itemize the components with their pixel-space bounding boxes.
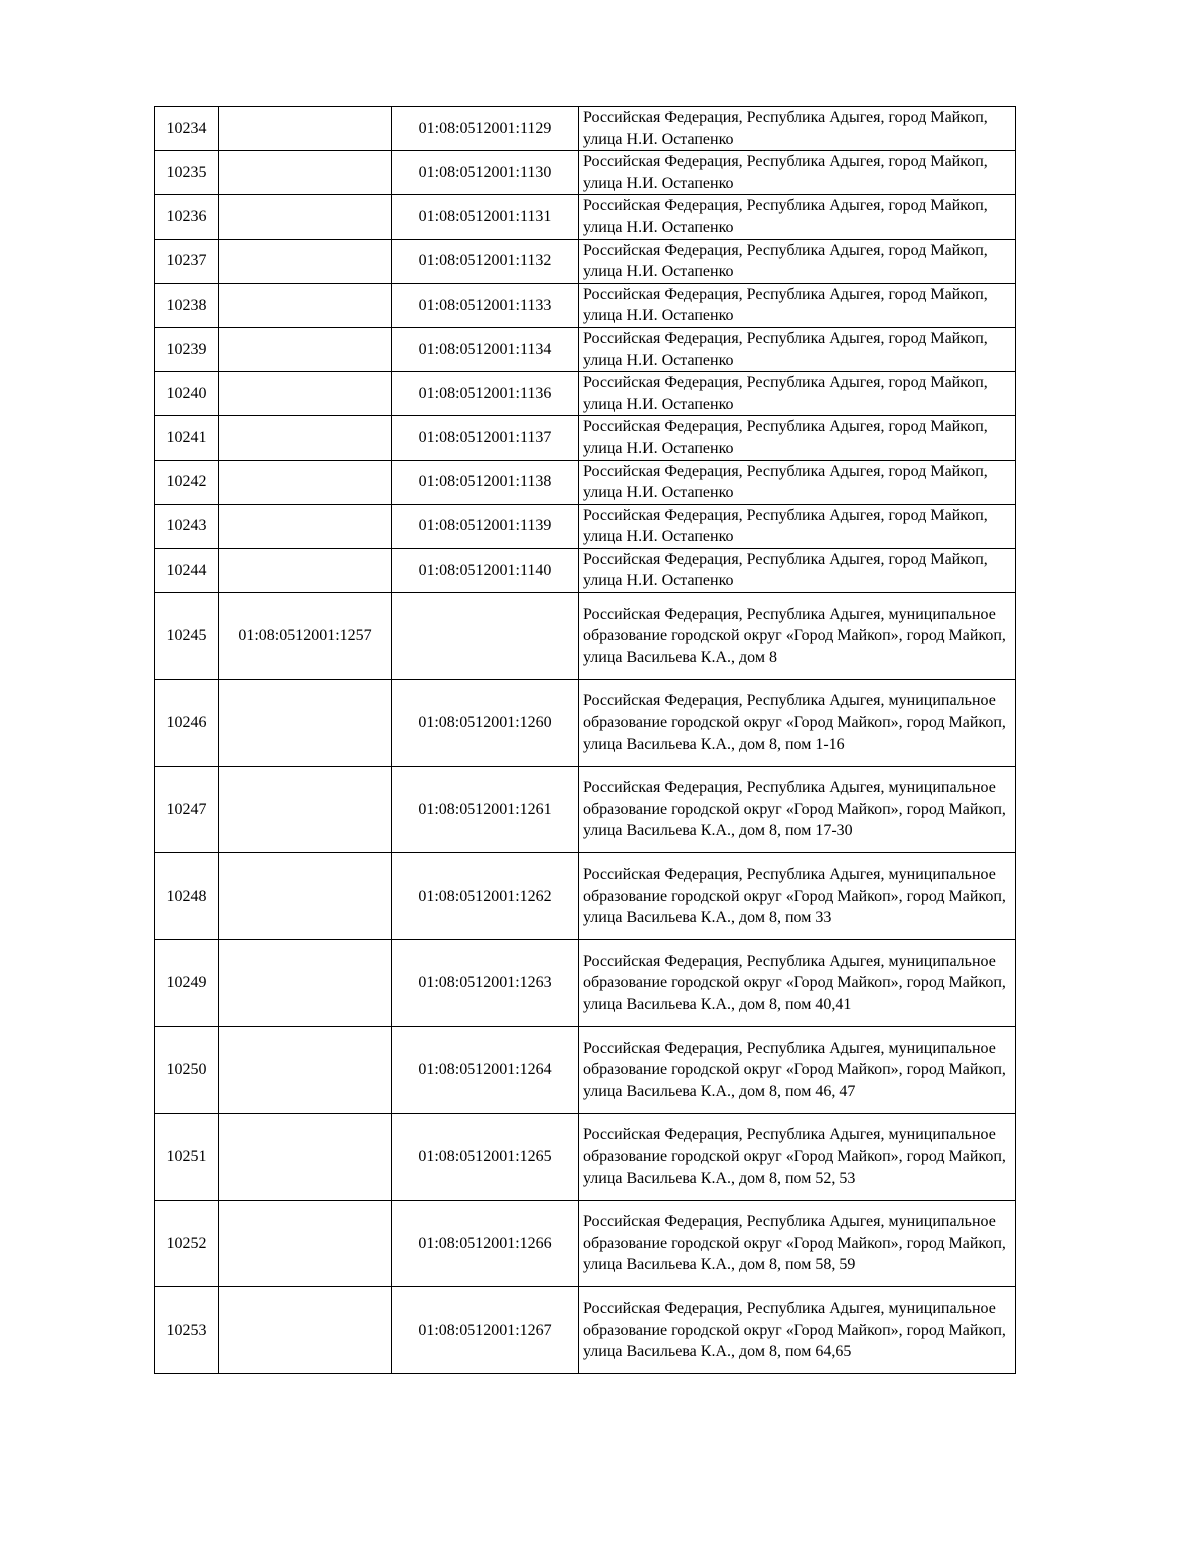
- table-row: [155, 504, 1016, 548]
- row-number-cell: 10235: [155, 151, 219, 195]
- address-cell: Российская Федерация, Республика Адыгея, муниципальное образование городской округ «Город Майкоп», город Майкоп, улица Васильева К.А., дом 8, пом 52, 53: [579, 1113, 1016, 1200]
- cadastral-number-cell: 01:08:0512001:1260: [392, 679, 579, 766]
- address-cell: Российская Федерация, Республика Адыгея, город Майкоп, улица Н.И. Остапенко: [579, 548, 1016, 592]
- table-row: [155, 679, 1016, 766]
- parent-cadastral-cell: [219, 283, 392, 327]
- row-number-cell: 10238: [155, 283, 219, 327]
- table-row: [155, 1200, 1016, 1287]
- row-number-cell: 10236: [155, 195, 219, 239]
- cadastral-number-cell: 01:08:0512001:1261: [392, 766, 579, 853]
- parent-cadastral-cell: [219, 679, 392, 766]
- parent-cadastral-cell: [219, 1287, 392, 1374]
- table-row: [155, 1027, 1016, 1114]
- row-number-cell: 10240: [155, 372, 219, 416]
- cadastral-number-cell: 01:08:0512001:1140: [392, 548, 579, 592]
- parent-cadastral-cell: [219, 940, 392, 1027]
- parent-cadastral-cell: [219, 239, 392, 283]
- cadastral-number-cell: 01:08:0512001:1130: [392, 151, 579, 195]
- parent-cadastral-cell: [219, 372, 392, 416]
- table-row: [155, 416, 1016, 460]
- address-cell: Российская Федерация, Республика Адыгея, город Майкоп, улица Н.И. Остапенко: [579, 107, 1016, 151]
- table-row: [155, 195, 1016, 239]
- cadastral-number-cell: 01:08:0512001:1133: [392, 283, 579, 327]
- row-number-cell: 10253: [155, 1287, 219, 1374]
- parent-cadastral-cell: [219, 460, 392, 504]
- row-number-cell: 10239: [155, 327, 219, 371]
- table-row: [155, 151, 1016, 195]
- cadastral-number-cell: 01:08:0512001:1137: [392, 416, 579, 460]
- table-row: [155, 327, 1016, 371]
- address-cell: Российская Федерация, Республика Адыгея, город Майкоп, улица Н.И. Остапенко: [579, 416, 1016, 460]
- row-number-cell: 10251: [155, 1113, 219, 1200]
- cadastral-number-cell: 01:08:0512001:1262: [392, 853, 579, 940]
- table-row: [155, 593, 1016, 680]
- address-cell: Российская Федерация, Республика Адыгея, город Майкоп, улица Н.И. Остапенко: [579, 151, 1016, 195]
- table-row: [155, 940, 1016, 1027]
- row-number-cell: 10242: [155, 460, 219, 504]
- parent-cadastral-cell: [219, 107, 392, 151]
- cadastral-number-cell: 01:08:0512001:1131: [392, 195, 579, 239]
- cadastral-number-cell: 01:08:0512001:1134: [392, 327, 579, 371]
- row-number-cell: 10250: [155, 1027, 219, 1114]
- cadastral-number-cell: 01:08:0512001:1132: [392, 239, 579, 283]
- address-cell: Российская Федерация, Республика Адыгея, город Майкоп, улица Н.И. Остапенко: [579, 283, 1016, 327]
- table-row: [155, 460, 1016, 504]
- table-row: [155, 107, 1016, 151]
- address-cell: Российская Федерация, Республика Адыгея, муниципальное образование городской округ «Город Майкоп», город Майкоп, улица Васильева К.А., дом 8, пом 1-16: [579, 679, 1016, 766]
- address-cell: Российская Федерация, Республика Адыгея, муниципальное образование городской округ «Город Майкоп», город Майкоп, улица Васильева К.А., дом 8: [579, 593, 1016, 680]
- parent-cadastral-cell: [219, 1113, 392, 1200]
- cadastral-number-cell: 01:08:0512001:1129: [392, 107, 579, 151]
- row-number-cell: 10237: [155, 239, 219, 283]
- address-cell: Российская Федерация, Республика Адыгея, город Майкоп, улица Н.И. Остапенко: [579, 504, 1016, 548]
- parent-cadastral-cell: [219, 151, 392, 195]
- row-number-cell: 10243: [155, 504, 219, 548]
- cadastral-number-cell: 01:08:0512001:1138: [392, 460, 579, 504]
- address-cell: Российская Федерация, Республика Адыгея, муниципальное образование городской округ «Город Майкоп», город Майкоп, улица Васильева К.А., дом 8, пом 64,65: [579, 1287, 1016, 1374]
- cadastral-number-cell: 01:08:0512001:1265: [392, 1113, 579, 1200]
- table-row: [155, 372, 1016, 416]
- cadastral-number-cell: 01:08:0512001:1264: [392, 1027, 579, 1114]
- cadastral-number-cell: 01:08:0512001:1266: [392, 1200, 579, 1287]
- parent-cadastral-cell: [219, 1200, 392, 1287]
- cadastral-number-cell: 01:08:0512001:1267: [392, 1287, 579, 1374]
- parent-cadastral-cell: [219, 853, 392, 940]
- parent-cadastral-cell: [219, 766, 392, 853]
- parent-cadastral-cell: [219, 548, 392, 592]
- row-number-cell: 10245: [155, 593, 219, 680]
- table-row: [155, 1287, 1016, 1374]
- table-row: [155, 548, 1016, 592]
- address-cell: Российская Федерация, Республика Адыгея, муниципальное образование городской округ «Город Майкоп», город Майкоп, улица Васильева К.А., дом 8, пом 58, 59: [579, 1200, 1016, 1287]
- table-row: [155, 766, 1016, 853]
- row-number-cell: 10248: [155, 853, 219, 940]
- row-number-cell: 10247: [155, 766, 219, 853]
- row-number-cell: 10234: [155, 107, 219, 151]
- parent-cadastral-cell: [219, 1027, 392, 1114]
- cadastral-number-cell: 01:08:0512001:1263: [392, 940, 579, 1027]
- row-number-cell: 10249: [155, 940, 219, 1027]
- row-number-cell: 10241: [155, 416, 219, 460]
- parent-cadastral-cell: [219, 327, 392, 371]
- address-cell: Российская Федерация, Республика Адыгея, муниципальное образование городской округ «Город Майкоп», город Майкоп, улица Васильева К.А., дом 8, пом 46, 47: [579, 1027, 1016, 1114]
- table-row: [155, 1113, 1016, 1200]
- table-row: [155, 239, 1016, 283]
- parent-cadastral-cell: 01:08:0512001:1257: [219, 593, 392, 680]
- address-cell: Российская Федерация, Республика Адыгея, муниципальное образование городской округ «Город Майкоп», город Майкоп, улица Васильева К.А., дом 8, пом 17-30: [579, 766, 1016, 853]
- address-cell: Российская Федерация, Республика Адыгея, город Майкоп, улица Н.И. Остапенко: [579, 239, 1016, 283]
- registry-table: [154, 106, 1016, 1374]
- row-number-cell: 10246: [155, 679, 219, 766]
- table-row: [155, 283, 1016, 327]
- address-cell: Российская Федерация, Республика Адыгея, город Майкоп, улица Н.И. Остапенко: [579, 327, 1016, 371]
- address-cell: Российская Федерация, Республика Адыгея, город Майкоп, улица Н.И. Остапенко: [579, 195, 1016, 239]
- address-cell: Российская Федерация, Республика Адыгея, муниципальное образование городской округ «Город Майкоп», город Майкоп, улица Васильева К.А., дом 8, пом 40,41: [579, 940, 1016, 1027]
- address-cell: Российская Федерация, Республика Адыгея, город Майкоп, улица Н.И. Остапенко: [579, 372, 1016, 416]
- table-row: [155, 853, 1016, 940]
- row-number-cell: 10244: [155, 548, 219, 592]
- address-cell: Российская Федерация, Республика Адыгея, город Майкоп, улица Н.И. Остапенко: [579, 460, 1016, 504]
- parent-cadastral-cell: [219, 504, 392, 548]
- address-cell: Российская Федерация, Республика Адыгея, муниципальное образование городской округ «Город Майкоп», город Майкоп, улица Васильева К.А., дом 8, пом 33: [579, 853, 1016, 940]
- cadastral-number-cell: 01:08:0512001:1136: [392, 372, 579, 416]
- registry-table-body: [155, 107, 1016, 1374]
- parent-cadastral-cell: [219, 195, 392, 239]
- row-number-cell: 10252: [155, 1200, 219, 1287]
- cadastral-number-cell: 01:08:0512001:1139: [392, 504, 579, 548]
- cadastral-number-cell: [392, 593, 579, 680]
- parent-cadastral-cell: [219, 416, 392, 460]
